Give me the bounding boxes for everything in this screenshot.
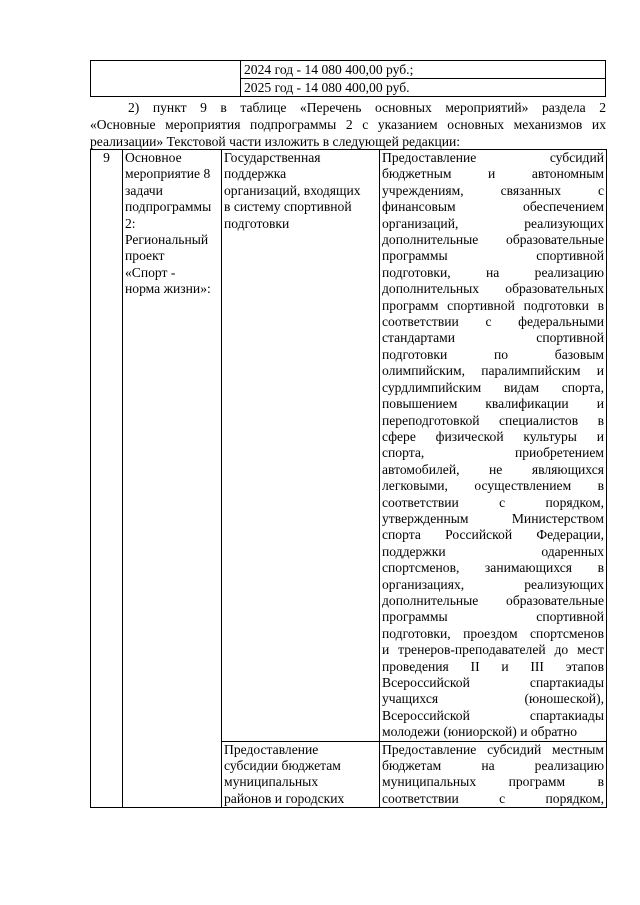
budget-line-2024: 2024 год - 14 080 400,00 руб.; (244, 62, 414, 77)
description-line: сурдлимпийским видам спорта, (382, 379, 604, 395)
direction-line: районов и городских (224, 790, 345, 806)
event-line: мероприятие 8 (125, 166, 211, 182)
description-line: организациях, реализующих (382, 576, 604, 592)
description-line: соответствии с федеральными (382, 314, 604, 330)
event-name-cell (123, 150, 222, 808)
description-line: Всероссийской спартакиады (382, 707, 604, 723)
description-line: переподготовкой специалистов в (382, 412, 604, 428)
direction-line: субсидии бюджетам (224, 758, 341, 774)
event-line: задачи (125, 182, 163, 198)
description-line: организаций, реализующих (382, 215, 604, 231)
description-line: автомобилей, не являющихся (382, 461, 604, 477)
intro-paragraph (90, 99, 606, 150)
direction-line: в систему спортивной (224, 199, 352, 215)
empty-cell (91, 61, 241, 97)
description-line: спортсменов, занимающихся в (382, 560, 604, 576)
event-line: норма жизни»: (125, 281, 211, 297)
description-line: бюджетным и автономным (382, 166, 604, 182)
description-line: программ спортивной подготовки в (382, 297, 604, 313)
description-line: легковыми, осуществлением в (382, 478, 604, 494)
budget-line-2025: 2025 год - 14 080 400,00 руб. (241, 78, 605, 96)
description-cell (380, 741, 607, 808)
description-line: подготовки по базовым (382, 346, 604, 362)
event-line: 2: (125, 215, 136, 231)
description-cell (380, 150, 607, 742)
description-line: олимпийским, паралимпийским и (382, 363, 604, 379)
description-line: стандартами спортивной (382, 330, 604, 346)
description-line: проведения II и III этапов (382, 658, 604, 674)
direction-line: Предоставление (224, 741, 319, 757)
event-line: Региональный (125, 232, 209, 248)
description-line: подготовки, проездом спортсменов (382, 625, 604, 641)
paragraph-line: 2) пункт 9 в таблице «Перечень основных мероприятий» раздела 2 (128, 100, 606, 115)
description-line: муниципальных программ в (382, 774, 604, 790)
description-line: программы спортивной (382, 609, 604, 625)
description-line: повышением квалификации и (382, 396, 604, 412)
direction-line: Государственная (224, 150, 321, 165)
description-line: спорта Российской Федерации, (382, 527, 604, 543)
description-line: Предоставление субсидий местным (382, 741, 604, 757)
description-line: соответствии с порядком, (382, 790, 604, 806)
description-line: учреждениям, связанных с (382, 182, 604, 198)
description-line: поддержки одаренных (382, 543, 604, 559)
description-line: программы спортивной (382, 248, 604, 264)
paragraph-line: реализации» Текстовой части изложить в следующей редакции: (90, 134, 461, 149)
description-line: финансовым обеспечением (382, 199, 604, 215)
description-line: и тренеров-преподавателей до мест (382, 642, 604, 658)
events-table (90, 149, 607, 808)
description-line: дополнительных образовательных (382, 281, 604, 297)
description-line: учащихся (юношеской), (382, 691, 604, 707)
direction-cell (222, 741, 380, 808)
description-line: дополнительные образовательные (382, 592, 604, 608)
description-line: молодежи (юниорской) и обратно (382, 724, 578, 740)
description-line: спорта, приобретением (382, 445, 604, 461)
budget-continuation-table (90, 60, 606, 97)
description-line: Предоставление субсидий (382, 150, 604, 165)
event-line: «Спорт - (125, 264, 176, 280)
event-line: Основное (125, 150, 182, 165)
direction-line: подготовки (224, 215, 290, 231)
direction-line: организаций, входящих (224, 182, 361, 198)
event-line: подпрограммы (125, 199, 212, 215)
direction-line: муниципальных (224, 774, 319, 790)
direction-line: поддержка (224, 166, 287, 182)
description-line: подготовки, на реализацию (382, 264, 604, 280)
description-line: дополнительные образовательные (382, 232, 604, 248)
description-line: соответствии с порядком, (382, 494, 604, 510)
description-line: сфере физической культуры и (382, 428, 604, 444)
description-line: бюджетам на реализацию (382, 758, 604, 774)
table-row (91, 150, 607, 742)
event-line: проект (125, 248, 165, 264)
row-number-cell: 9 (91, 150, 123, 808)
budget-cell (241, 61, 606, 97)
table-row (91, 61, 606, 97)
description-line: утвержденным Министерством (382, 510, 604, 526)
direction-cell (222, 150, 380, 742)
description-line: Всероссийской спартакиады (382, 675, 604, 690)
paragraph-line: «Основные мероприятия подпрограммы 2 с указанием основных механизмов их (90, 117, 606, 132)
